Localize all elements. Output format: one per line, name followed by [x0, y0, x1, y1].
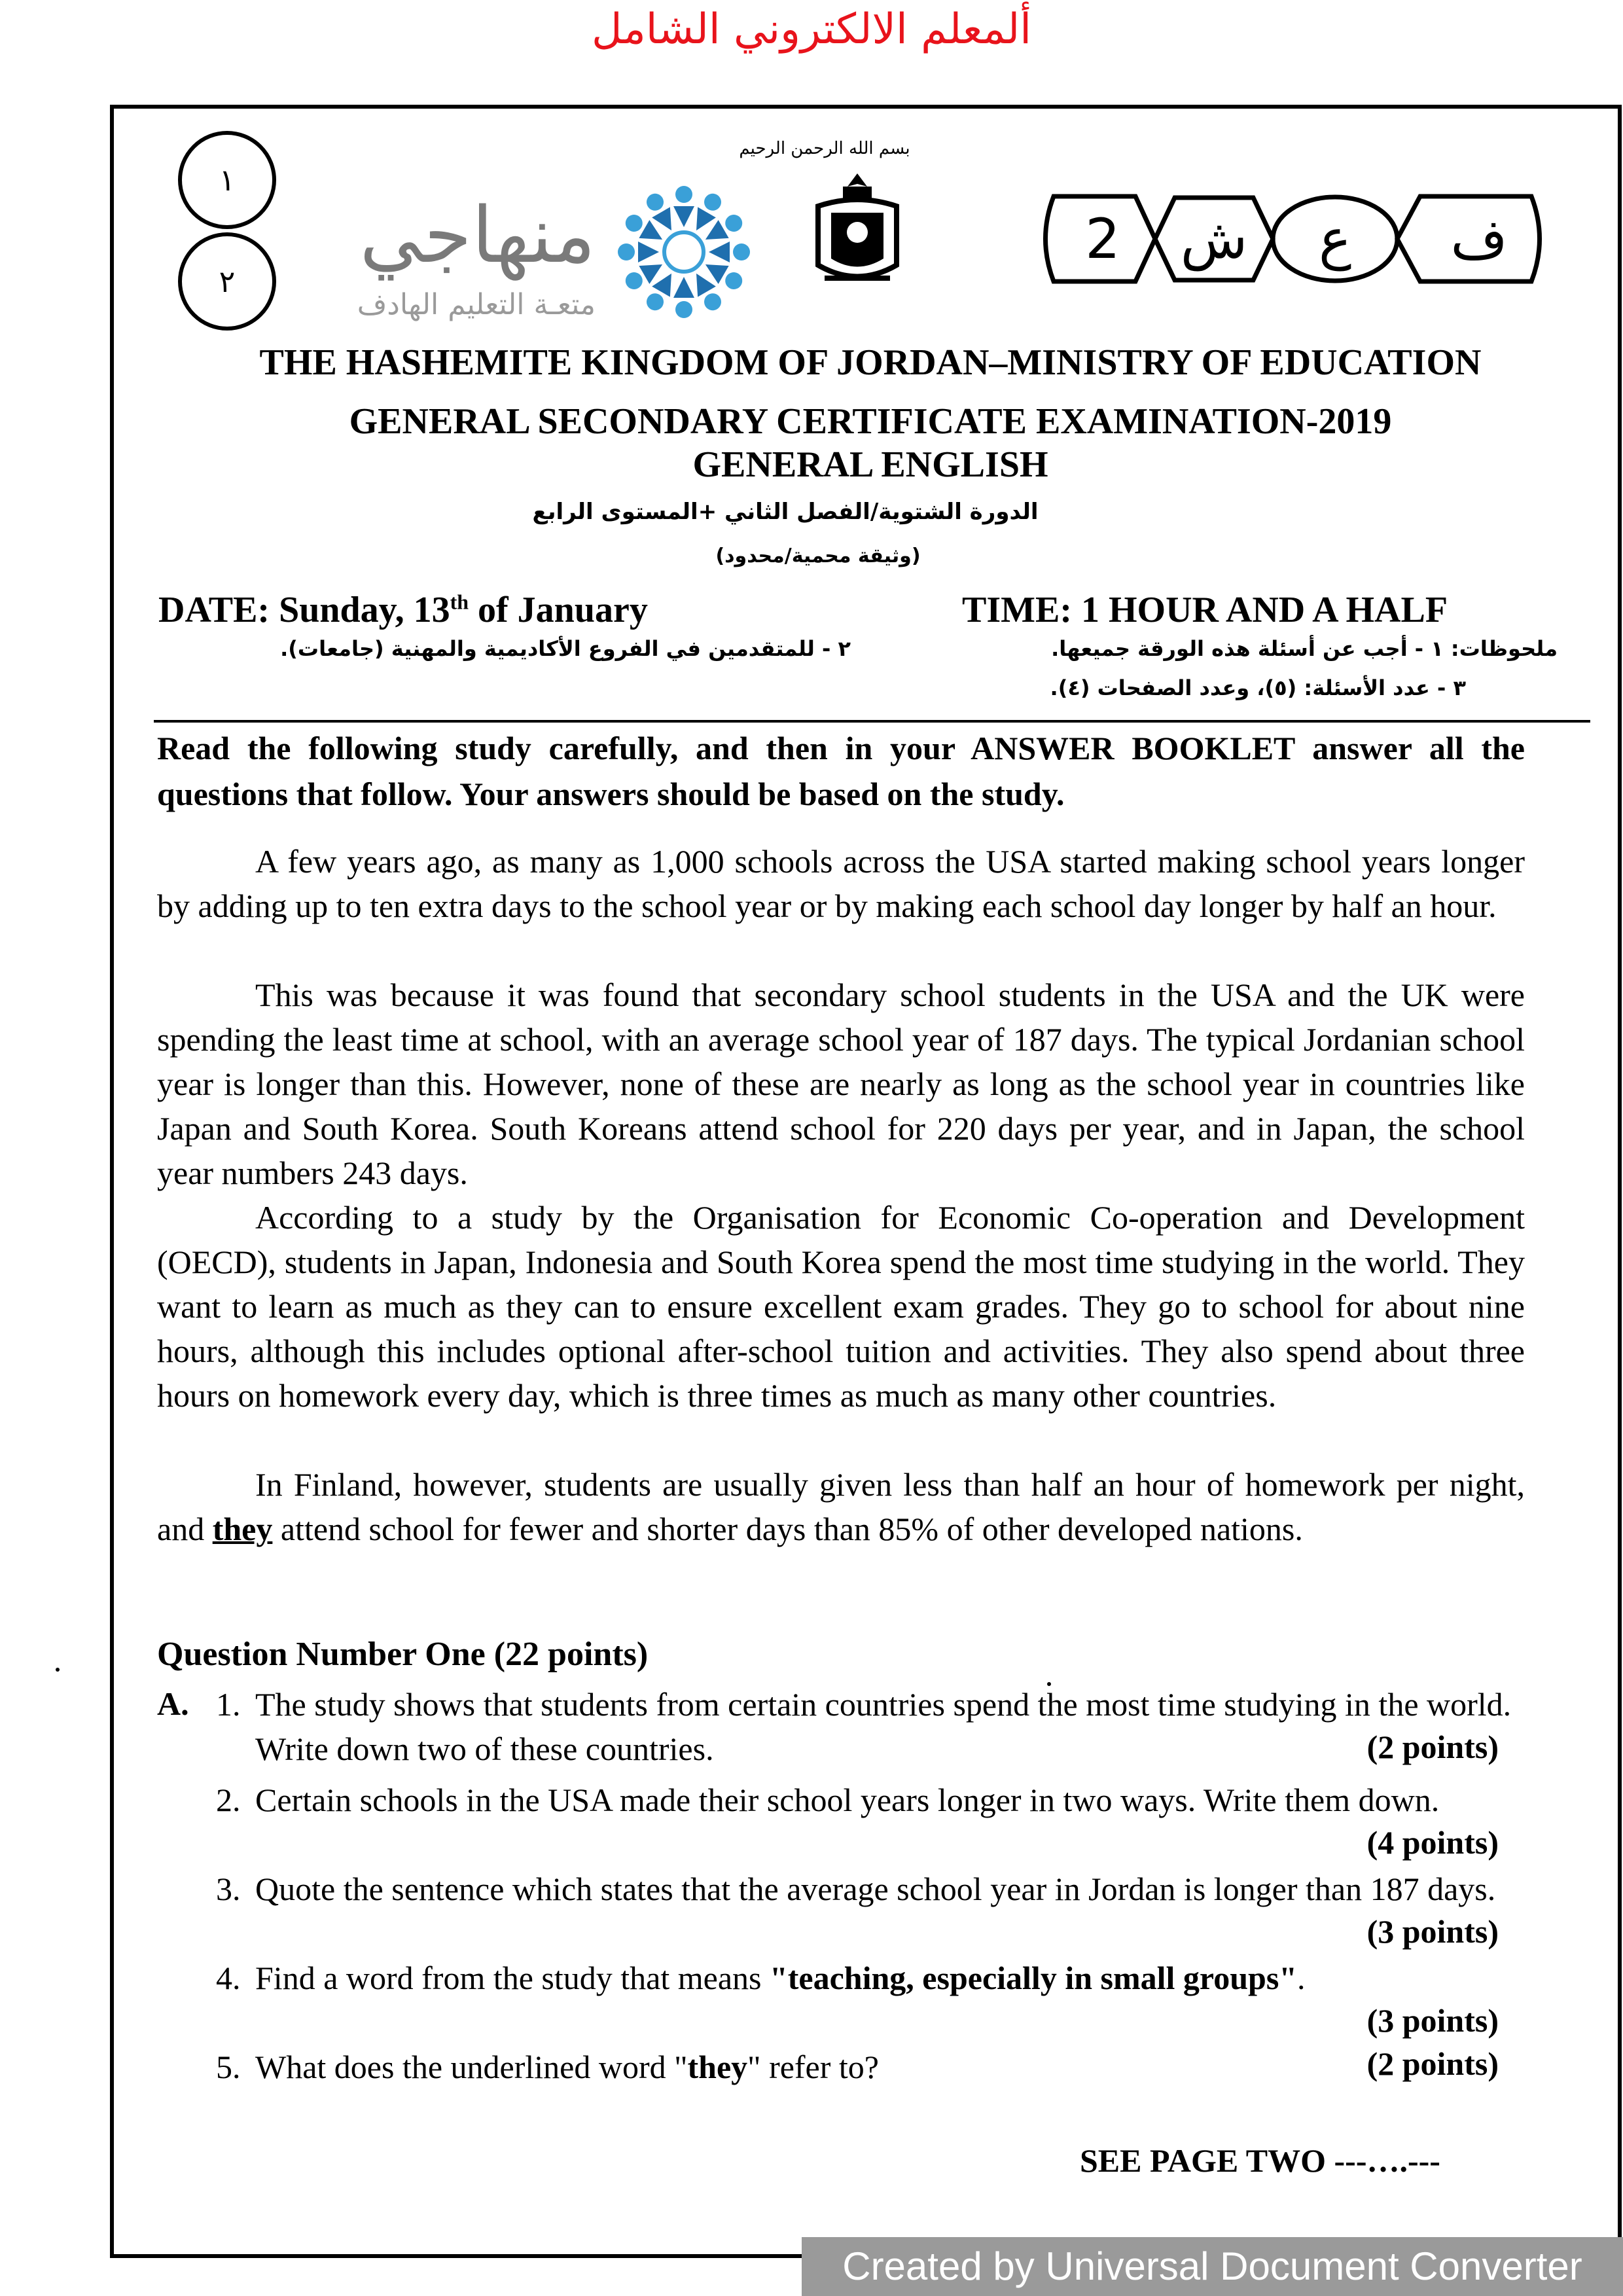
question-item-4: 4. Find a word from the study that means "teaching, especially in small groups". (3 points): [216, 1960, 1499, 2039]
section-number-2: ٢: [178, 232, 276, 331]
site-title: ألمعلم الالكتروني الشامل: [591, 5, 1032, 54]
scan-dot: [56, 1668, 60, 1672]
exam-code: [1034, 190, 1551, 288]
brand-tagline: متعـة التعليم الهادف: [357, 288, 596, 321]
brand-emblem-icon: [609, 177, 759, 327]
basmala: بسم الله الرحمن الرحيم: [739, 139, 910, 158]
question-4-points: (3 points): [1366, 2002, 1499, 2039]
passage-paragraph-1: A few years ago, as many as 1,000 schools across the USA started making school years longer by adding up to ten extra days to the school year or by making each school day longer by half an hour.: [157, 843, 1525, 924]
exam-code-4: ف: [1450, 207, 1508, 271]
subject-heading: GENERAL ENGLISH: [692, 444, 1048, 485]
exam-heading: GENERAL SECONDARY CERTIFICATE EXAMINATION-2019: [349, 401, 1392, 442]
exam-time: TIME: 1 HOUR AND A HALF: [962, 590, 1448, 630]
ministry-heading: THE HASHEMITE KINGDOM OF JORDAN–MINISTRY OF EDUCATION: [259, 342, 1482, 383]
section-number-1: ١: [178, 131, 276, 229]
passage-paragraph-2: This was because it was found that secondary school students in the USA and the UK were spending the least time at school, with an average school year of 187 days. The typical Jordanian school year is longer than this. However, none of these are nearly as long as the school year in countries like Japan and South Korea. South Koreans attend school for 220 days per year, and in Japan, the school year numbers 243 days.: [157, 977, 1525, 1191]
brand-name: منهاجي: [359, 190, 596, 280]
exam-code-1: 2: [1085, 207, 1120, 271]
question-item-2: 2. Certain schools in the USA made their school years longer in two ways. Write them down. (4 points): [216, 1782, 1499, 1861]
question-item-3: 3. Quote the sentence which states that the average school year in Jordan is longer than 187 days. (3 points): [216, 1871, 1499, 1950]
footer-watermark: Created by Universal Document Converter: [842, 2244, 1582, 2288]
exam-date: DATE: Sunday, 13th of January: [158, 590, 648, 630]
question-2-points: (4 points): [1366, 1824, 1499, 1861]
header-divider: [154, 720, 1590, 723]
question-item-1: 1. The study shows that students from certain countries spend the most time studying in the world. Write down two of these countries. (2 points): [216, 1686, 1512, 1767]
notes-line-1: ملحوظات: ١ - أجب عن أسئلة هذه الورقة جميعها.: [1051, 636, 1558, 661]
notes-line-2: ٢ - للمتقدمين في الفروع الأكاديمية والمهنية (جامعات).: [280, 636, 851, 661]
classification-arabic: (وثيقة محمية/محدود): [715, 545, 921, 567]
question-3-points: (3 points): [1366, 1913, 1499, 1950]
reading-instructions: Read the following study carefully, and then in your ANSWER BOOKLET answer all the questions that follow. Your answers should be based on the study.: [157, 730, 1525, 812]
question-item-5: 5. What does the underlined word "they" refer to? (2 points): [216, 2045, 1499, 2085]
passage-paragraph-4: In Finland, however, students are usually given less than half an hour of homework per night, and they attend school for fewer and shorter days than 85% of other developed nations.: [157, 1466, 1525, 1547]
passage-paragraph-3: According to a study by the Organisation for Economic Co-operation and Development (OECD), students in Japan, Indonesia and South Korea spend the most time studying in the world. They want to learn as much as they can to ensure excellent exam grades. They go to school for about nine hours, although this includes optional after-school tuition and activities. They also spend about three hours on homework every day, which is three times as much as many other countries.: [157, 1199, 1525, 1414]
notes-line-3: ٣ - عدد الأسئلة: (٥)، وعدد الصفحات (٤).: [1050, 675, 1466, 700]
question-one-heading: Question Number One (22 points): [157, 1636, 649, 1673]
see-next-page: SEE PAGE TWO ---….---: [1080, 2142, 1440, 2179]
question-5-points: (2 points): [1366, 2045, 1499, 2082]
exam-code-2: ش: [1180, 207, 1248, 271]
question-1-points: (2 points): [1366, 1729, 1499, 1765]
coat-of-arms-icon: [805, 167, 910, 291]
part-label: A.: [157, 1685, 189, 1722]
exam-code-3: ع: [1318, 207, 1352, 271]
session-arabic: الدورة الشتوية/الفصل الثاني +المستوى الرابع: [532, 499, 1039, 525]
scan-dot: [1047, 1682, 1051, 1686]
underlined-word: they: [212, 1511, 273, 1547]
